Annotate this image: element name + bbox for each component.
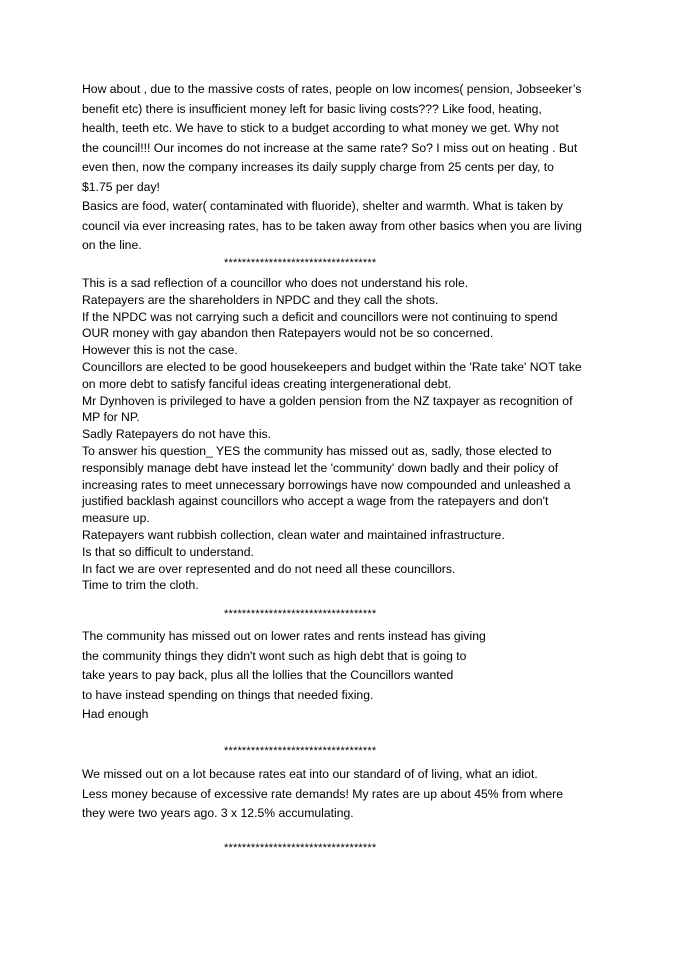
text-line: health, teeth etc. We have to stick to a budget according to what money we get. Why not [82,121,559,135]
text-line: The community has missed out on lower rates and rents instead has giving [82,629,486,643]
separator-1: ********************************** [224,257,377,269]
text-line: benefit etc) there is insufficient money left for basic living costs??? Like food, heating, [82,101,542,116]
text-line: the council!!! Our incomes do not increase at the same rate? So? I miss out on heating . But [82,140,578,155]
text-line: even then, now the company increases its daily supply charge from 25 cents per day, to [82,160,554,174]
text-line: they were two years ago. 3 x 12.5% accumulating. [82,806,354,821]
text-line: Basics are food, water( contaminated with fluoride), shelter and warmth. What is taken by [82,199,563,213]
text-line: the community things they didn't wont such as high debt that is going to [82,648,467,663]
separator-3: ********************************** [224,745,377,757]
text-line: responsibly manage debt have instead let the 'community' down badly and their policy of [82,460,559,475]
text-line: increasing rates to meet unnecessary borrowings have now compounded and unleashed a [82,477,571,492]
text-line: on the line. [82,238,142,252]
text-line: Sadly Ratepayers do not have this. [82,427,272,442]
text-line: This is a sad reflection of a councillor who does not understand his role. [82,276,469,290]
text-line: justified backlash against councillors who accept a wage from the ratepayers and don't [82,494,549,509]
comment-3 [82,627,602,725]
text-line: To answer his question_ YES the community has missed out as, sadly, those elected to [82,443,552,458]
text-line: Ratepayers want rubbish collection, clean water and maintained infrastructure. [82,527,505,542]
text-line: We missed out on a lot because rates eat into our standard of of living, what an idiot. [82,767,538,781]
text-line: take years to pay back, plus all the lollies that the Councillors wanted [82,668,454,683]
text-line: Mr Dynhoven is privileged to have a golden pension from the NZ taxpayer as recognition of [82,393,573,408]
comment-1 [82,80,602,256]
text-line: MP for NP. [82,410,140,425]
separator-2: ********************************** [224,608,377,620]
text-line: Ratepayers are the shareholders in NPDC and they call the shots. [82,292,439,307]
text-line: $1.75 per day! [82,179,160,194]
text-line: Had enough [82,707,149,722]
comment-2 [82,275,602,594]
text-line: If the NPDC was not carrying such a deficit and councillors were not continuing to spend [82,309,558,324]
text-line: Time to trim the cloth. [82,578,199,593]
comment-4 [82,765,602,824]
separator-4: ********************************** [224,842,377,854]
text-line: How about , due to the massive costs of rates, people on low incomes( pension, Jobseeker’s [82,82,582,96]
text-line: council via ever increasing rates, has to be taken away from other basics when you are living [82,218,582,233]
text-line: However this is not the case. [82,343,238,358]
text-line: measure up. [82,511,150,526]
text-line: on more debt to satisfy fanciful ideas creating intergenerational debt. [82,376,452,391]
text-line: Is that so difficult to understand. [82,544,254,559]
text-line: Less money because of excessive rate demands! My rates are up about 45% from where [82,786,563,801]
text-line: OUR money with gay abandon then Ratepayers would not be so concerned. [82,326,494,341]
text-line: to have instead spending on things that needed fixing. [82,687,374,702]
text-line: Councillors are elected to be good housekeepers and budget within the 'Rate take' NOT take [82,359,582,374]
text-line: In fact we are over represented and do not need all these councillors. [82,561,456,576]
